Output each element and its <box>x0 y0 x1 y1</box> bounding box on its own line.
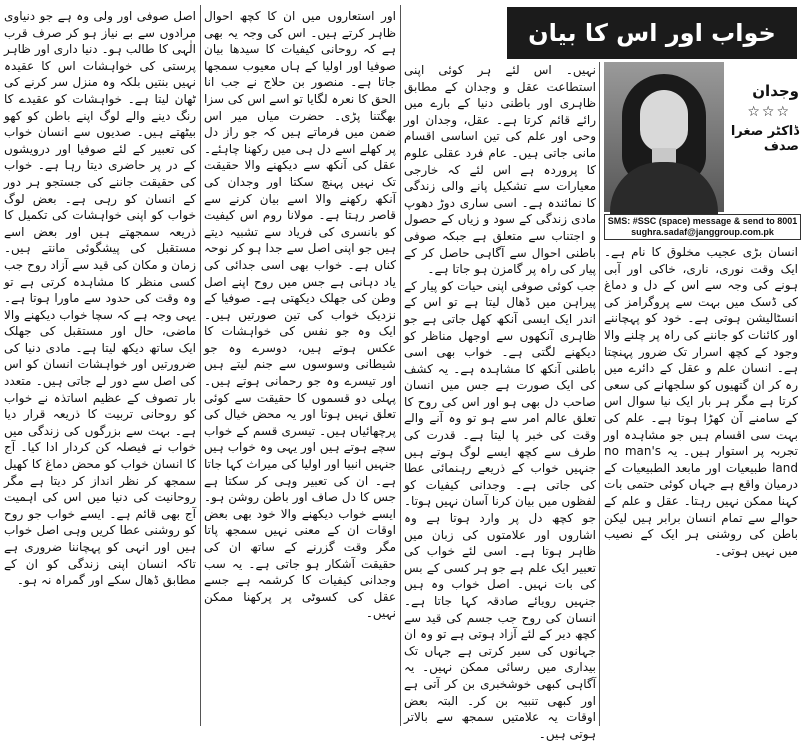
column-divider <box>400 5 401 726</box>
column-divider <box>200 5 201 726</box>
author-photo <box>604 62 724 212</box>
column-divider <box>599 62 600 726</box>
article-title: خواب اور اس کا بیان <box>528 19 776 47</box>
column-4-text <box>4 8 196 726</box>
paragraph: جب کوئی صوفی اپنی حیات کو پیار کے پیراہن میں ڈھال لیتا ہے تو اس کے اندر ایک ایسی آنکھ کھل جاتی ہے جو ظاہری آنکھوں سے اوجھل مناظر کو دیکھنے لگتی ہے۔ خواب بھی اسی باطنی آنکھ کا مشاہدہ ہے۔ یہ کشف کی ایک صورت ہے جس میں انسان صاحب دل بھی ہو اور اس کی روح کا تعلق عالم امر سے ہو تو وہ آنے والے وقت کی خبر پا لیتا ہے۔ قدرت کی طرف سے کچھ ایسے لوگ ہوتے ہیں جنہیں خواب کے ذریعے رہنمائی عطا کی جاتی ہے۔ وجدانی کیفیات کو لفظوں میں بیان کرنا آسان نہیں ہوتا۔ جو کچھ دل پر وارد ہوتا ہے وہ اشاروں اور علامتوں کی زبان میں ظاہر ہوتا ہے۔ اسی لئے خواب کی تعبیر ایک علم ہے جو ہر کسی کے بس کی بات نہیں۔ اصل خواب وہ ہیں جنہیں رویائے صادقہ کہا جاتا ہے۔ انسان کی روح جب جسم کی قید سے کچھ دیر کے لئے آزاد ہوتی ہے تو وہ ان جہانوں کی سیر کرتی ہے جہاں تک بیداری میں رسائی ممکن نہیں۔ یہ آگاہی کبھی خوشخبری بن کر آتی ہے اور کبھی تنبیہ بن کر۔ البتہ بعض اوقات یہ علامتیں سمجھ سے بالاتر ہوتی ہیں۔ <box>404 278 596 741</box>
paragraph: اور استعاروں میں ان کا کچھ احوال ظاہر کرتے ہیں۔ اس کی وجہ یہ بھی ہے کہ روحانی کیفیات کا سیدھا بیان صوفیا اور اولیا کے ہاں معیوب سمجھا جاتا ہے۔ منصور بن حلاج نے جب انا الحق کا نعرہ لگایا تو اسے اس کی سزا بھگتنا پڑی۔ حضرت میاں میر اس ضمن میں فرماتے ہیں کہ جو راز دل پر کھلے اسے دل ہی میں رکھنا چاہئے۔ عقل کی آنکھ سے دیکھنے والا حقیقت تک نہیں پہنچ سکتا اور وجدان کی آنکھ رکھنے والا اسے بیان کرنے سے قاصر رہتا ہے۔ مولانا روم اس کیفیت کو بانسری کی فریاد سے تشبیہ دیتے ہیں جو اپنی اصل سے جدا ہو کر نوحہ کناں ہے۔ خواب بھی اسی جدائی کی یاد دہانی ہے جس میں روح اپنے اصل وطن کی جھلک دیکھتی ہے۔ صوفیا کے نزدیک خواب کی تین صورتیں ہیں۔ ایک وہ جو نفس کی خواہشات کا عکس ہوتے ہیں، دوسرے وہ جو شیطانی وسوسوں سے جنم لیتے ہیں اور تیسرے وہ جو رحمانی ہوتے ہیں۔ پہلی دو قسموں کا حقیقت سے کوئی تعلق نہیں ہوتا اور یہ محض خیال کی پرچھائیاں ہیں۔ تیسری قسم کے خواب سچے ہوتے ہیں اور یہی وہ خواب ہیں جنہیں انبیا اور اولیا کی میراث کہا جاتا ہے۔ ان کی تعبیر وہی کر سکتا ہے جس کا دل صاف اور باطن روشن ہو۔ ایسے خواب دیکھنے والا خود بھی بعض اوقات ان کے معنی نہیں سمجھ پاتا مگر وقت گزرنے کے ساتھ ان کی حقیقت آشکار ہو جاتی ہے۔ یہ سب وجدانی کیفیات کا کرشمہ ہے جسے عقل کی کسوٹی پر پرکھنا ممکن نہیں۔ <box>203 9 396 621</box>
author-email[interactable]: sughra.sadaf@janggroup.com.pk <box>631 227 774 237</box>
column-3-text <box>204 8 396 726</box>
paragraph: انسان بڑی عجیب مخلوق کا نام ہے۔ ایک وقت نوری، ناری، خاکی اور آبی ہونے کی وجہ سے اس کے دل و دماغ کی ڈسک میں بہت سے پروگرامز کی انسٹالیشن ہوتی ہے۔ خود کو پہچاننے اور کائنات کو جاننے کی راہ پر چلنے والا وجود کے کچھ اسرار تک ضرور پہنچتا ہے۔ انسان علم و عقل کے دائرے میں رہ کر ان گتھیوں کو سلجھانے کی سعی کرتا ہے مگر ہر بار ایک نیا سوال اس کے سامنے آن کھڑا ہوتا ہے۔ علم کی بہت سی اقسام ہیں جو مشاہدہ اور تجربہ پر استوار ہیں۔ یہ no man's land طبیعیات اور مابعد الطبیعیات کے درمیان واقع ہے جہاں کوئی حتمی بات کہنا ممکن نہیں رہتا۔ عقل و علم کے حوالے سے تمام انسان برابر ہیں لیکن باطن کی روشنی ہر ایک کے نصیب میں نہیں ہوتی۔ <box>604 245 798 558</box>
column-1-text <box>604 244 798 726</box>
column-title-banner <box>507 7 797 59</box>
author-name: ڈاکٹر صغرا صدف <box>730 124 799 154</box>
contact-box <box>604 214 801 240</box>
star-icons: ☆☆☆ <box>747 104 791 120</box>
author-block <box>604 62 799 240</box>
paragraph: نہیں۔ اس لئے ہر کوئی اپنی استطاعت عقل و وجدان کے مطابق ظاہری اور باطنی دنیا کے بارے میں رائے قائم کرتا ہے۔ عقل، وجدان اور وحی اور علم کی تین اساسی اقسام مانی جاتی ہیں۔ عام فرد عقلی علوم کا پروردہ ہے اس لئے کہ خارجی معیارات سے تشکیل پانے والی زندگی کا نمائندہ ہے۔ اسی ساری دوڑ دھوپ مادی زندگی کے سود و زیاں کے حصول و اجتناب سے متعلق ہے جبکہ صوفی باطنی احوال سے آگاہی حاصل کر کے پیار کی راہ پر گامزن ہو جاتا ہے۔ <box>404 63 596 277</box>
column-2-text <box>404 62 596 741</box>
column-name: وجدان <box>752 82 799 100</box>
sms-instructions: SMS: #SSC (space) message & send to 8001 <box>607 216 798 226</box>
paragraph: اصل صوفی اور ولی وہ ہے جو دنیاوی مرادوں سے بے نیاز ہو کر صرف قرب الٰہی کا طالب ہو۔ دنیا داری اور ظاہر پرستی کی خواہشات اس کا عقیدہ نہیں بنتیں بلکہ وہ منزل سر کرنے کی ٹھان لیتا ہے۔ خواہشات کو عقیدے کا رنگ دینے والے لوگ اپنے باطن کو کھو بیٹھتے ہیں۔ صدیوں سے انسان خواب کی تعبیر کے لئے صوفیا اور درویشوں کے در پر حاضری دیتا رہا ہے۔ خواب کی حقیقت جاننے کی جستجو ہر دور کے انسان کو رہی ہے۔ بعض لوگ خواب کو اپنی خواہشات کی تکمیل کا ذریعہ سمجھتے ہیں اور بعض اسے مستقبل کی پیشگوئی مانتے ہیں۔ زمان و مکان کی قید سے آزاد روح جب کسی منظر کا مشاہدہ کرتی ہے تو وہ وقت کی حدود سے ماورا ہوتا ہے۔ یہی وجہ ہے کہ سچا خواب دیکھنے والا ماضی، حال اور مستقبل کی جھلک ایک ساتھ دیکھ لیتا ہے۔ مادی دنیا کی ضرورتیں اور خواہشات انسان کو اس کی اصل سے دور لے جاتی ہیں۔ متعدد بار تصوف کے عظیم اساتذہ نے خواب کو روحانی تربیت کا ذریعہ قرار دیا ہے۔ بہت سے بزرگوں کی زندگی میں خواب نے فیصلہ کن کردار ادا کیا۔ آج کا انسان خواب کو محض دماغ کا کھیل سمجھ کر نظر انداز کر دیتا ہے مگر روحانیت کی دنیا میں اس کی اہمیت آج بھی قائم ہے۔ ایسے خواب جو روح کو روشنی عطا کریں وہی اصل خواب ہیں اور انہی کو پہچاننا ضروری ہے تاکہ انسان اپنی زندگی کو ان کے مطابق ڈھال سکے اور گمراہ نہ ہو۔ <box>4 9 196 588</box>
